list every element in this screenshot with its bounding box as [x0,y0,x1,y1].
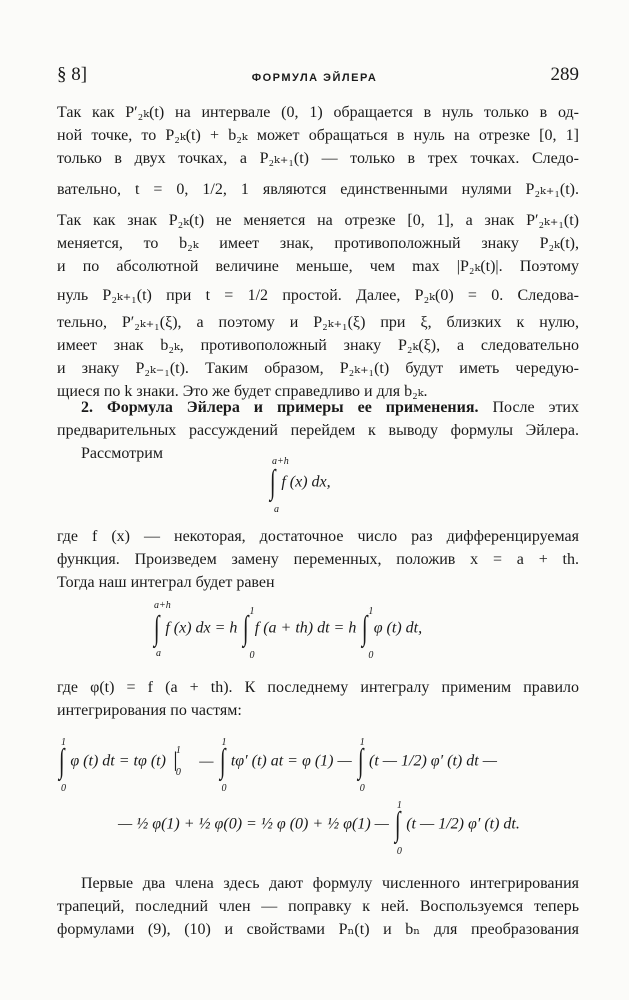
integral-lower-limit: 0 [368,649,374,661]
text-line: щиеся по k знаки. Это же будет справедливо и для b₂ₖ. [57,383,428,400]
text-line: имеет знак b₂ₖ, противоположный знаку P₂ₖ(ξ), а следовательно [57,337,579,354]
text-line: вательно, t = 0, 1/2, 1 являются единственными нулями P₂ₖ₊₁(t). [57,181,579,198]
text-line: только в двух точках, а P₂ₖ₊₁(t) — только в трех точках. Следо- [57,150,579,167]
text-line: меняется, то b₂ₖ имеет знак, противоположный знаку P₂ₖ(t), [57,235,579,252]
paragraph-1 [57,101,579,403]
integral-upper-limit: a+h [272,456,289,467]
integrand: f (x) dx, [281,473,331,491]
text-line: ной точке, то P₂ₖ(t) + b₂ₖ может обращаться в нуль на отрезке [0, 1] [57,127,579,144]
text-line: предварительных рассуждений перейдем к выводу формулы Эйлера. [57,422,579,439]
integral-upper-limit: 1 [359,736,365,748]
equation-3-line-2 [118,799,520,857]
integral-sign: ∫ [362,610,368,647]
text-fragment: После этих [492,399,579,416]
text-line: и по абсолютной величине меньше, чем max |P₂ₖ(t)|. Поэтому [57,258,579,275]
paragraph-5 [57,872,579,941]
running-title: ФОРМУЛА ЭЙЛЕРА [251,72,378,84]
equation-text: tφ′ (t) at = φ (1) — [230,752,352,770]
section-2 [57,396,579,465]
bar-upper: 1 [175,744,181,756]
section-marker: § 8] [57,64,88,85]
integral-group [360,605,374,661]
text-line: трапеций, последний член — поправку к ней. Воспользуемся теперь [57,898,579,915]
text-line: Первые два члена здесь дают формулу численного интегрирования [81,875,579,892]
integral-lower-limit: 0 [396,845,402,857]
equation-text: — [199,752,218,770]
equation-2 [152,600,423,661]
integral-sign: ∫ [219,743,225,780]
integral-upper-limit: 1 [221,736,227,748]
integral-lower-limit: 0 [221,782,227,794]
text-line: где f (x) — некоторая, достаточное число раз дифференцируемая [57,528,579,545]
equation-text: — ½ φ(1) + ½ φ(0) = ½ φ (0) + ½ φ(1) — [118,815,389,833]
integral-lower-limit: 0 [61,782,66,794]
equation-text: f (a + th) dt = h [254,619,357,637]
integral-lower-limit: 0 [249,649,255,661]
section-2-first-line [57,396,579,419]
integral-sign: ∫ [357,743,364,780]
equation-3-line-1 [57,736,497,794]
paragraph-4 [57,676,579,722]
text-line: формулами (9), (10) и свойствами Pₙ(t) и bₙ для преобразования [57,921,580,938]
integral-upper-limit: 1 [249,605,255,617]
text-line: тельно, P′₂ₖ₊₁(ξ), а поэтому и P₂ₖ₊₁(ξ) при ξ, близких к нулю, [57,314,579,331]
text-line: Тогда наш интеграл будет равен [57,574,275,591]
integral-lower-limit: a [156,648,161,659]
text-line: Рассмотрим [81,445,163,462]
equation-1 [268,456,331,515]
text-line: интегрирования по частям: [57,702,242,719]
integral-sign: ∫ [153,610,160,647]
integral-upper-limit: 1 [396,799,402,811]
integral-sign: ∫ [58,743,65,780]
equation-text: (t — 1/2) φ′ (t) dt — [369,752,497,770]
equation-text: f (x) dx = h [165,619,238,637]
text-line: нуль P₂ₖ₊₁(t) при t = 1/2 простой. Далее, P₂ₖ(0) = 0. Следова- [57,287,579,304]
integral-group [393,799,406,857]
section-heading: 2. Формула Эйлера и примеры ее применения. [81,399,479,416]
text-line: функция. Произведем замену переменных, положив x = a + th. [57,551,579,568]
integral-upper-limit: 1 [61,736,66,748]
integral-sign: ∫ [394,806,401,843]
integral-lower-limit: a [274,504,279,515]
equation-text: φ (t) dt = tφ (t) [70,752,166,770]
integral-group [241,605,255,661]
bar-lower: 0 [175,766,181,778]
integral-lower-limit: 0 [359,782,365,794]
integral-sign: ∫ [269,464,276,501]
integral-upper-limit: a+h [154,600,171,611]
text-line: где φ(t) = f (a + th). К последнему интегралу применим правило [57,679,579,696]
text-line: Так как знак P₂ₖ(t) не меняется на отрезке [0, 1], а знак P′₂ₖ₊₁(t) [57,212,579,229]
integral-group [356,736,369,794]
equation-text: (t — 1/2) φ′ (t) dt. [406,815,520,833]
integral-group [57,736,70,794]
text-line: и знаку P₂ₖ₋₁(t). Таким образом, P₂ₖ₊₁(t) будут иметь чередую- [57,360,579,377]
integral-sign: ∫ [243,610,249,647]
page-number: 289 [550,64,579,85]
equation-text: φ (t) dt, [373,619,423,637]
evaluation-bar: │ 1 0 [169,744,182,778]
integral-group [218,736,231,794]
integral-upper-limit: 1 [368,605,374,617]
text-line: Так как P′₂ₖ(t) на интервале (0, 1) обращается в нуль только в од- [57,104,579,121]
paragraph-3 [57,525,579,594]
